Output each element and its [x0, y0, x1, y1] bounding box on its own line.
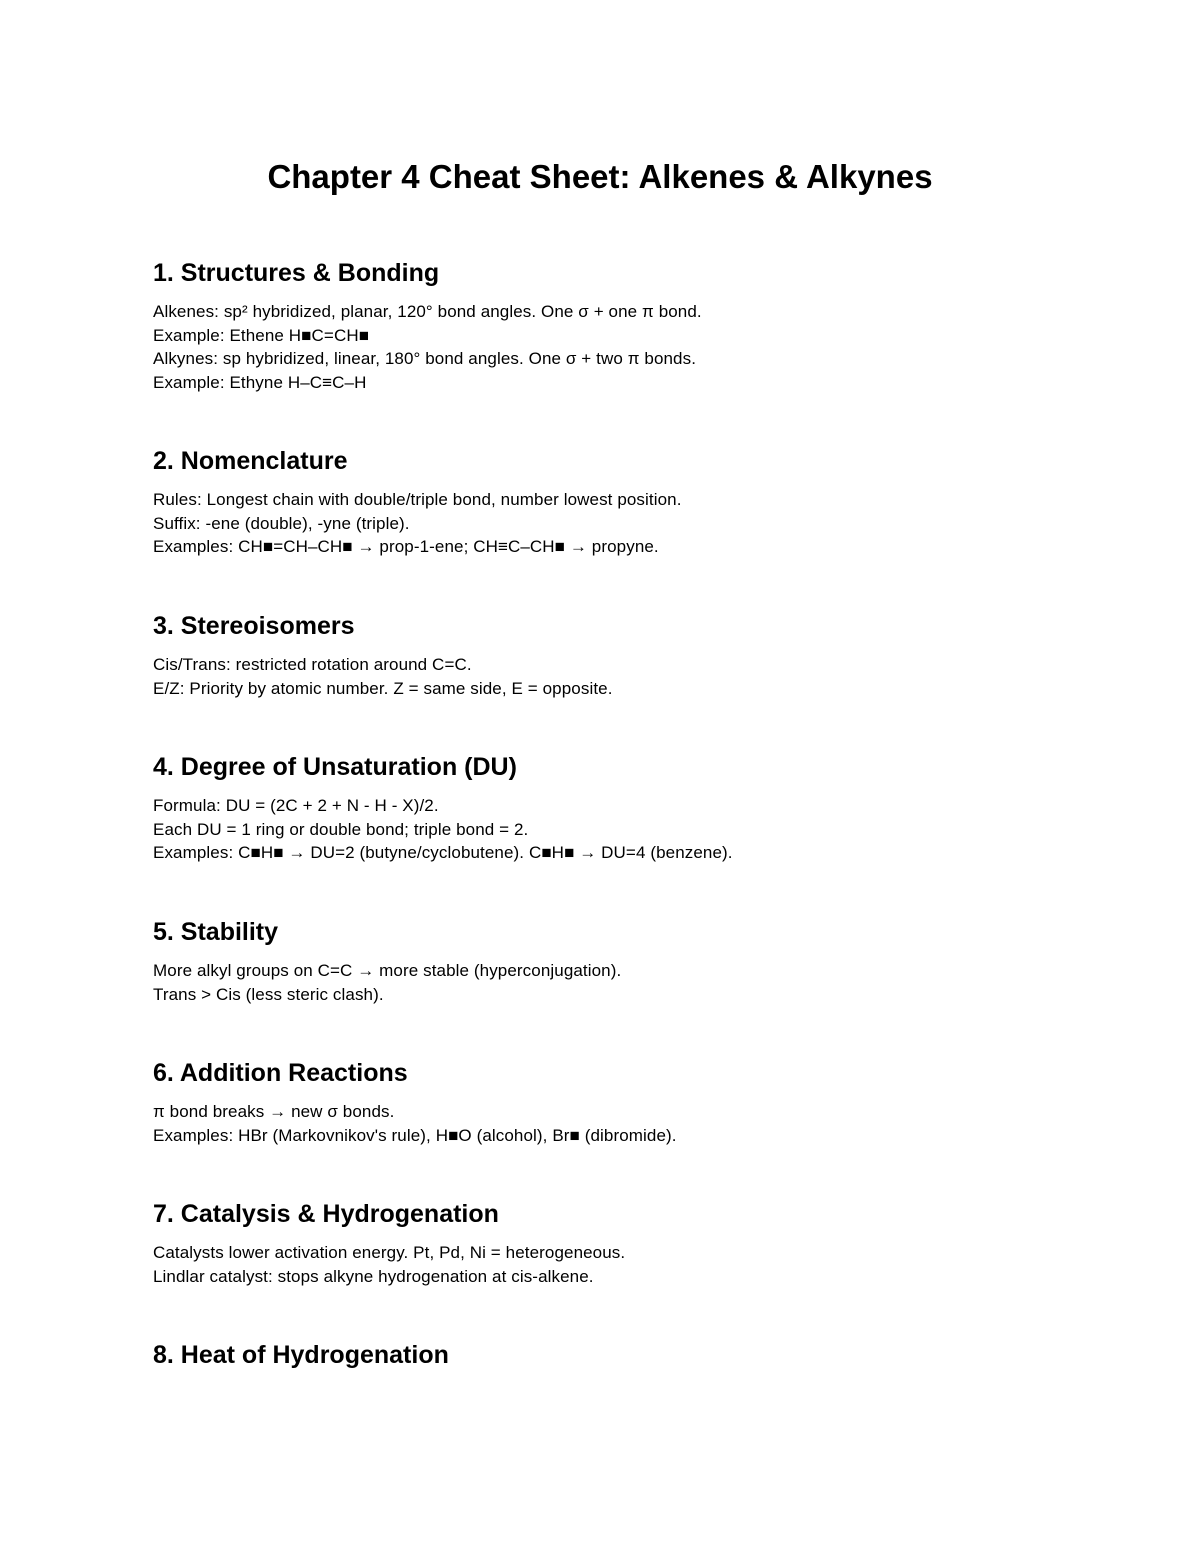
text-line: Alkynes: sp hybridized, linear, 180° bond angles. One σ + two π bonds.: [153, 349, 697, 368]
section-structures-bonding: [153, 256, 1053, 394]
section-heading: 5. Stability: [153, 918, 279, 946]
text-line: Examples: HBr (Markovnikov's rule), H■O (alcohol), Br■ (dibromide).: [153, 1125, 677, 1145]
section-body: [153, 653, 1053, 700]
text-line: Catalysts lower activation energy. Pt, Pd, Ni = heterogeneous.: [153, 1243, 626, 1262]
section-heading: 2. Nomenclature: [153, 447, 348, 475]
section-addition-reactions: [153, 1056, 1053, 1147]
section-body: [153, 959, 1053, 1006]
section-nomenclature: [153, 444, 1053, 559]
section-heading: 6. Addition Reactions: [153, 1059, 408, 1087]
text-line: More alkyl groups on C=C → more stable (hyperconjugation).: [153, 961, 622, 980]
section-body: [153, 1100, 1053, 1147]
text-line: Cis/Trans: restricted rotation around C=C.: [153, 655, 472, 674]
section-body: [153, 488, 1053, 559]
text-line: Examples: CH■=CH–CH■ → prop-1-ene; CH≡C–CH■ → propyne.: [153, 537, 659, 556]
text-line: π bond breaks → new σ bonds.: [153, 1102, 395, 1121]
text-line: Each DU = 1 ring or double bond; triple bond = 2.: [153, 819, 529, 839]
text-line: Suffix: -ene (double), -yne (triple).: [153, 513, 410, 533]
text-line: Rules: Longest chain with double/triple bond, number lowest position.: [153, 490, 682, 509]
text-line: Lindlar catalyst: stops alkyne hydrogenation at cis-alkene.: [153, 1266, 594, 1286]
text-line: Formula: DU = (2C + 2 + N - H - X)/2.: [153, 796, 439, 815]
section-stability: [153, 915, 1053, 1006]
section-heading: 8. Heat of Hydrogenation: [153, 1341, 449, 1369]
section-heading: 1. Structures & Bonding: [153, 259, 440, 287]
section-heading: 4. Degree of Unsaturation (DU): [153, 753, 517, 781]
section-body: [153, 794, 1053, 865]
section-body: [153, 300, 1053, 394]
text-line: E/Z: Priority by atomic number. Z = same side, E = opposite.: [153, 678, 613, 698]
text-line: Example: Ethene H■C=CH■: [153, 325, 370, 345]
text-line: Examples: C■H■ → DU=2 (butyne/cyclobutene). C■H■ → DU=4 (benzene).: [153, 843, 733, 862]
section-catalysis-hydrogenation: [153, 1197, 1053, 1288]
section-degree-of-unsaturation: [153, 750, 1053, 865]
text-line: Example: Ethyne H–C≡C–H: [153, 372, 367, 392]
section-heading: 7. Catalysis & Hydrogenation: [153, 1200, 499, 1228]
page-title: Chapter 4 Cheat Sheet: Alkenes & Alkynes: [267, 158, 933, 195]
section-heading: 3. Stereoisomers: [153, 612, 355, 640]
section-stereoisomers: [153, 609, 1053, 700]
section-body: [153, 1241, 1053, 1288]
section-heat-of-hydrogenation: [153, 1338, 1053, 1372]
text-line: Trans > Cis (less steric clash).: [153, 984, 384, 1004]
text-line: Alkenes: sp² hybridized, planar, 120° bond angles. One σ + one π bond.: [153, 302, 702, 321]
